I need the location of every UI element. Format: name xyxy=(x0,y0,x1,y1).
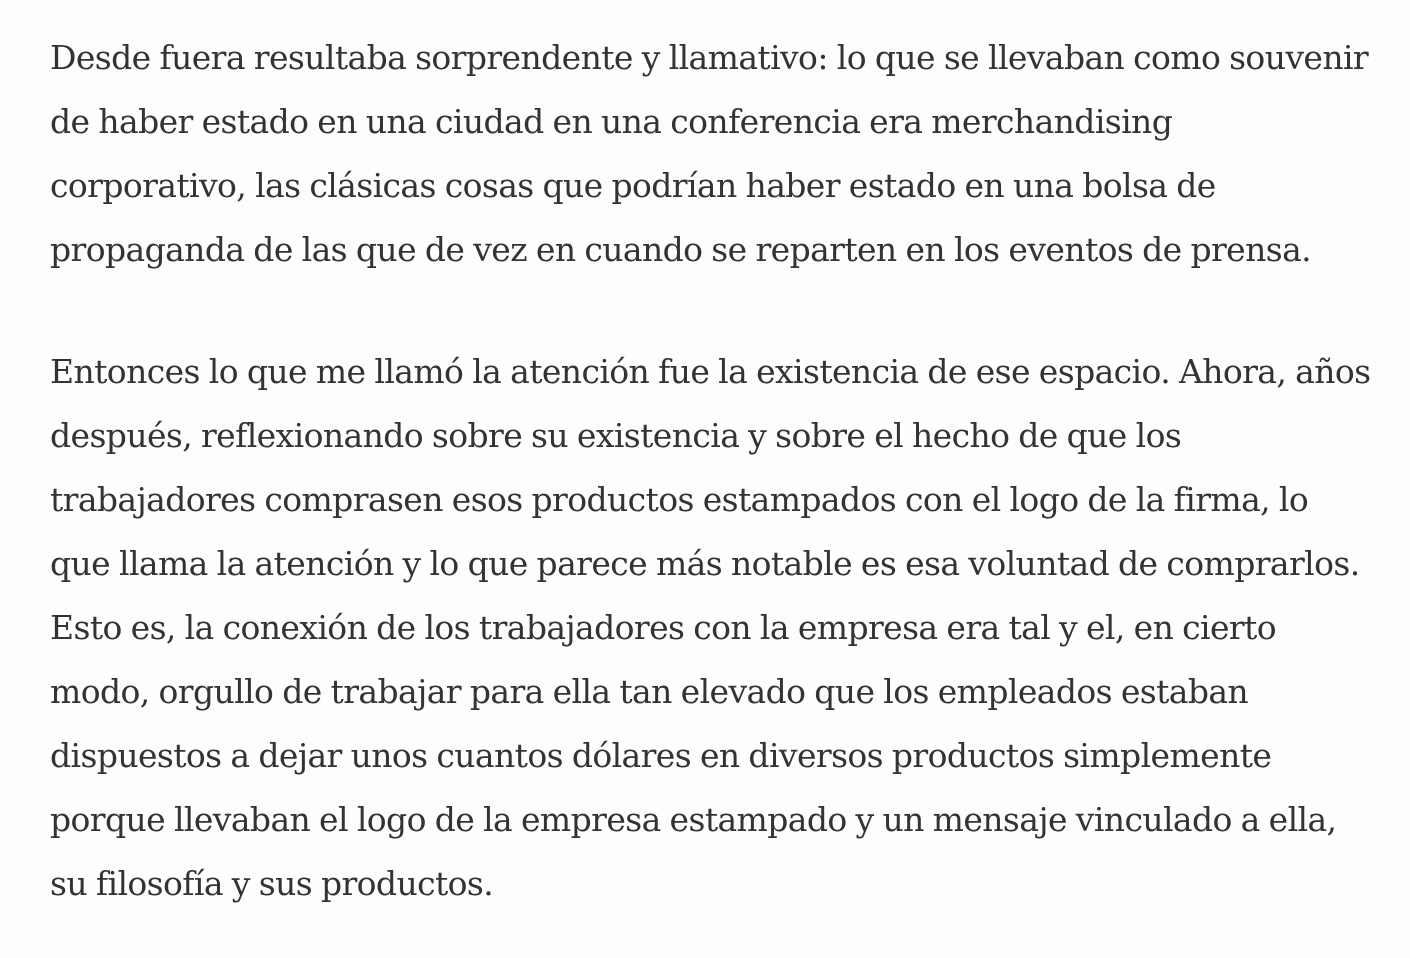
article-paragraph-1: Desde fuera resultaba sorprendente y llamativo: lo que se llevaban como souvenir de haber estado en una ciudad en una conferencia era merchandising corporativo, las clásicas cosas que podrían haber estado en una bolsa de propaganda de las que de vez en cuando se reparten en los eventos de prensa. xyxy=(50,38,1369,269)
article-body xyxy=(50,26,1375,916)
article-paragraph-2: Entonces lo que me llamó la atención fue la existencia de ese espacio. Ahora, años después, reflexionando sobre su existencia y sobre el hecho de que los trabajadores comprasen esos productos estampados con el logo de la firma, lo que llama la atención y lo que parece más notable es esa voluntad de comprarlos. Esto es, la conexión de los trabajadores con la empresa era tal y el, en cierto modo, orgullo de trabajar para ella tan elevado que los empleados estaban dispuestos a dejar unos cuantos dólares en diversos productos simplemente porque llevaban el logo de la empresa estampado y un mensaje vinculado a ella, su filosofía y sus productos. xyxy=(50,352,1371,903)
